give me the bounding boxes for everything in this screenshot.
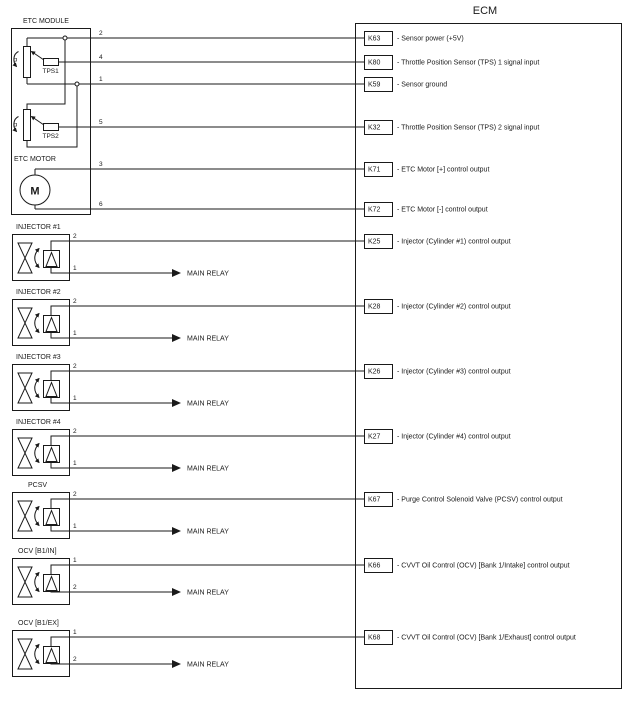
- ecm-pin-id: K67: [368, 496, 381, 504]
- tps1-label: TPS1: [42, 68, 59, 75]
- etc-module-label: ETC MODULE: [23, 18, 69, 25]
- component-label: OCV [B1/IN]: [18, 548, 57, 555]
- main-relay-arrow-icon: [172, 269, 181, 277]
- potentiometer: [24, 110, 31, 141]
- component-pin-number: 1: [73, 330, 77, 337]
- ecm-pin-id: K72: [368, 206, 381, 214]
- ecm-pin-row: [365, 493, 563, 507]
- main-relay-arrow-icon: [172, 527, 181, 535]
- ecm-pin-row: [365, 203, 488, 217]
- component-pin-number: 1: [73, 629, 77, 636]
- component-injector-1: [13, 224, 365, 281]
- etc-pin-number: 5: [99, 119, 103, 126]
- etc-pin-number: 3: [99, 161, 103, 168]
- component-pin-number: 2: [73, 298, 77, 305]
- component-label: INJECTOR #2: [16, 289, 61, 296]
- main-relay-arrow-icon: [172, 334, 181, 342]
- ecm-pin-row: [365, 121, 540, 135]
- component-pin-number: 1: [73, 265, 77, 272]
- main-relay-label: MAIN RELAY: [187, 335, 229, 343]
- alpha-symbol: α: [13, 121, 18, 129]
- ecm-pin-row: [365, 430, 511, 444]
- ecm-pin-rows: [365, 32, 576, 645]
- component-pin-number: 1: [73, 395, 77, 402]
- component-pin-number: 2: [73, 584, 77, 591]
- component-ocv-bank1-exhaust: [13, 620, 365, 677]
- component-pcsv: [13, 482, 365, 539]
- component-pin-number: 2: [73, 656, 77, 663]
- wire-to-ecm: [51, 637, 364, 647]
- ecm-pin-row: [365, 631, 576, 645]
- wiper-arrow-icon: [32, 117, 45, 126]
- ecm-pin-row: [365, 78, 448, 92]
- ecm-pin-id: K66: [368, 562, 381, 570]
- component-ocv-bank1-intake: [13, 548, 365, 605]
- alpha-symbol: α: [13, 56, 18, 64]
- ecm-pin-row: [365, 300, 511, 314]
- junction-node: [75, 82, 79, 86]
- etc-pin-number: 1: [99, 76, 103, 83]
- wire-to-main-relay: [51, 592, 172, 593]
- component-label: INJECTOR #1: [16, 224, 61, 231]
- junction-node: [63, 36, 67, 40]
- component-label: INJECTOR #3: [16, 354, 61, 361]
- wire-to-ecm: [51, 306, 364, 316]
- component-pin-number: 1: [73, 557, 77, 564]
- ecm-pin-id: K27: [368, 433, 381, 441]
- wire-to-ecm: [51, 241, 364, 251]
- ecm-pin-id: K28: [368, 303, 381, 311]
- wire-to-ecm: [51, 436, 364, 446]
- ecm-pin-desc: - Throttle Position Sensor (TPS) 2 signal input: [397, 124, 540, 132]
- tps2-symbol: [14, 110, 60, 141]
- ecm-pin-id: K63: [368, 35, 381, 43]
- etc-pin-number: 4: [99, 54, 103, 61]
- main-relay-label: MAIN RELAY: [187, 465, 229, 473]
- etc-pin-number: 2: [99, 30, 103, 37]
- component-injector-3: [13, 354, 365, 411]
- ecm-pin-desc: - Sensor ground: [397, 81, 448, 89]
- ecm-pin-row: [365, 32, 464, 46]
- ecm-pin-id: K25: [368, 238, 381, 246]
- component-pin-number: 2: [73, 363, 77, 370]
- component-pin-number: 2: [73, 428, 77, 435]
- component-injector-4: [13, 419, 365, 476]
- ecm-pin-desc: - ETC Motor [+] control output: [397, 166, 490, 174]
- ecm-pin-row: [365, 56, 540, 70]
- ecm-pin-row: [365, 163, 490, 177]
- ecm-pin-desc: - CVVT Oil Control (OCV) [Bank 1/Intake] control output: [397, 562, 570, 570]
- ecm-pin-desc: - Injector (Cylinder #2) control output: [397, 303, 511, 311]
- main-relay-arrow-icon: [172, 588, 181, 596]
- component-injector-2: [13, 289, 365, 346]
- etc-pin-number: 6: [99, 201, 103, 208]
- ecm-title: ECM: [472, 5, 498, 17]
- wire-to-ecm: [51, 565, 364, 575]
- ecm-pin-id: K32: [368, 124, 381, 132]
- main-relay-label: MAIN RELAY: [187, 270, 229, 278]
- main-relay-label: MAIN RELAY: [187, 589, 229, 597]
- ecm-box: [356, 24, 622, 689]
- wire-to-ecm: [51, 499, 364, 509]
- ecm-pin-desc: - Purge Control Solenoid Valve (PCSV) control output: [397, 496, 563, 504]
- wire-to-main-relay: [51, 664, 172, 665]
- ecm-pin-desc: - Injector (Cylinder #1) control output: [397, 238, 511, 246]
- wire-to-ecm: [51, 371, 364, 381]
- wiper-terminal-box: [44, 124, 59, 131]
- ecm-pin-row: [365, 559, 570, 573]
- component-pin-number: 1: [73, 523, 77, 530]
- component-label: PCSV: [28, 482, 48, 489]
- main-relay-label: MAIN RELAY: [187, 400, 229, 408]
- component-pin-number: 1: [73, 460, 77, 467]
- etc-motor-label: ETC MOTOR: [14, 156, 56, 163]
- component-pin-number: 2: [73, 233, 77, 240]
- ecm-pin-id: K68: [368, 634, 381, 642]
- main-relay-label: MAIN RELAY: [187, 528, 229, 536]
- ecm-pin-desc: - CVVT Oil Control (OCV) [Bank 1/Exhaust] control output: [397, 634, 576, 642]
- tps2-label: TPS2: [42, 133, 59, 140]
- ecm-pin-desc: - Throttle Position Sensor (TPS) 1 signal input: [397, 59, 540, 67]
- main-relay-label: MAIN RELAY: [187, 661, 229, 669]
- etc-module: [12, 18, 365, 215]
- ecm-pin-id: K26: [368, 368, 381, 376]
- main-relay-arrow-icon: [172, 660, 181, 668]
- ecm-pin-desc: - Injector (Cylinder #3) control output: [397, 368, 511, 376]
- component-label: OCV [B1/EX]: [18, 620, 59, 627]
- ecm-pin-id: K80: [368, 59, 381, 67]
- ecm-pin-id: K71: [368, 166, 381, 174]
- tps1-symbol: [14, 47, 60, 78]
- ecm-pin-id: K59: [368, 81, 381, 89]
- wiper-terminal-box: [44, 59, 59, 66]
- ecm-pin-desc: - Injector (Cylinder #4) control output: [397, 433, 511, 441]
- component-pin-number: 2: [73, 491, 77, 498]
- potentiometer: [24, 47, 31, 78]
- ecm-pin-desc: - Sensor power (+5V): [397, 35, 464, 43]
- ecm-pin-row: [365, 235, 511, 249]
- component-label: INJECTOR #4: [16, 419, 61, 426]
- motor-m-label: M: [30, 185, 40, 198]
- ecm-pin-row: [365, 365, 511, 379]
- ecm-pin-desc: - ETC Motor [-] control output: [397, 206, 488, 214]
- wiper-arrow-icon: [32, 52, 45, 61]
- main-relay-arrow-icon: [172, 399, 181, 407]
- main-relay-arrow-icon: [172, 464, 181, 472]
